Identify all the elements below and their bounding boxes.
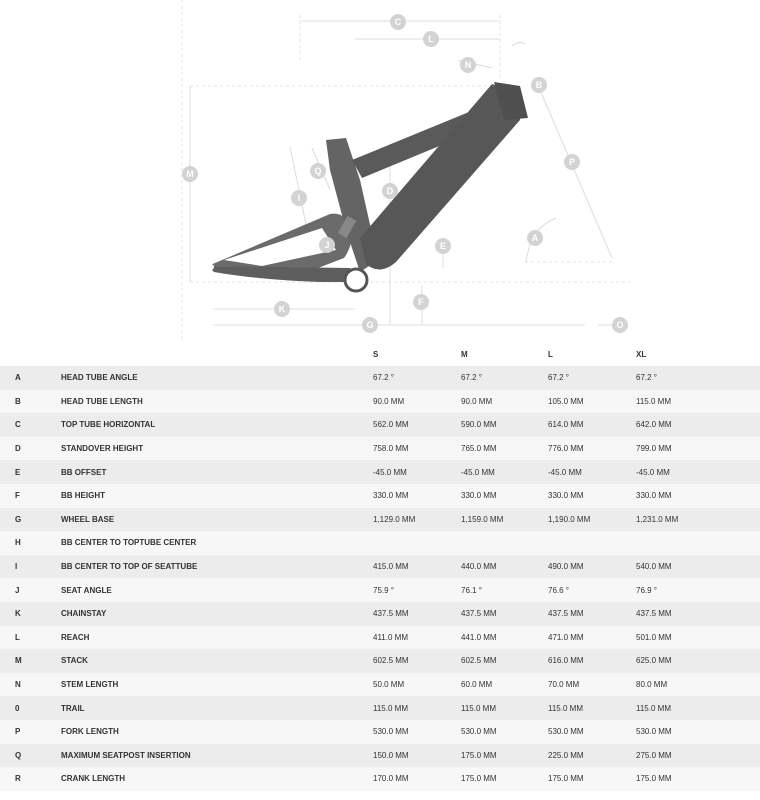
dimension-lines	[182, 0, 630, 345]
table-row	[0, 578, 760, 602]
svg-text:P: P	[568, 157, 576, 167]
table-row	[0, 460, 760, 484]
svg-text:G: G	[366, 320, 374, 330]
row-key: N	[15, 680, 21, 690]
row-key: M	[15, 656, 22, 666]
row-value-s	[373, 531, 461, 555]
row-label: SEAT ANGLE	[61, 585, 112, 595]
row-label: WHEEL BASE	[61, 514, 115, 524]
row-label: BB CENTER TO TOPTUBE CENTER	[61, 538, 197, 548]
row-value-xl: 530.0 MM	[636, 727, 672, 737]
table-row	[0, 720, 760, 744]
row-value-s: 602.5 MM	[373, 656, 409, 666]
table-header-row	[0, 342, 760, 366]
row-value-l	[548, 531, 636, 555]
row-label: BB HEIGHT	[61, 491, 105, 501]
row-value-l: 105.0 MM	[548, 396, 584, 406]
row-value-l: 437.5 MM	[548, 609, 584, 619]
row-value-l: 490.0 MM	[548, 562, 584, 572]
row-value-xl: 501.0 MM	[636, 632, 672, 642]
row-value-s: 530.0 MM	[373, 727, 409, 737]
row-value-xl: 67.2 °	[636, 373, 657, 383]
row-key: G	[15, 514, 22, 524]
row-value-m: -45.0 MM	[461, 467, 495, 477]
row-value-xl: 115.0 MM	[636, 396, 671, 406]
table-row	[0, 602, 760, 626]
label-a	[527, 230, 543, 246]
row-value-s: 562.0 MM	[373, 420, 409, 430]
row-value-xl: 115.0 MM	[636, 703, 671, 713]
row-label: STACK	[61, 656, 88, 666]
label-q	[310, 163, 326, 179]
label-l	[423, 31, 439, 47]
row-value-l: 616.0 MM	[548, 656, 584, 666]
table-row	[0, 508, 760, 532]
header-size-l: L	[548, 342, 636, 366]
header-key	[0, 342, 61, 366]
row-value-xl: -45.0 MM	[636, 467, 670, 477]
label-c	[390, 14, 406, 30]
svg-text:D: D	[386, 186, 394, 196]
row-key: L	[15, 632, 20, 642]
row-value-l: 76.6 °	[548, 585, 569, 595]
row-label: BB CENTER TO TOP OF SEATTUBE	[61, 562, 198, 572]
label-m	[182, 166, 198, 182]
row-label: HEAD TUBE ANGLE	[61, 373, 138, 383]
svg-text:I: I	[297, 193, 301, 203]
row-value-s: 50.0 MM	[373, 680, 405, 690]
table-row	[0, 390, 760, 414]
svg-text:K: K	[278, 304, 286, 314]
row-value-xl	[636, 531, 760, 555]
label-g	[362, 317, 378, 333]
label-b	[531, 77, 547, 93]
svg-text:A: A	[531, 233, 539, 243]
row-key: H	[15, 538, 21, 548]
row-label: STEM LENGTH	[61, 680, 119, 690]
row-value-s: 67.2 °	[373, 373, 394, 383]
row-value-m	[461, 531, 548, 555]
row-value-s: 75.9 °	[373, 585, 394, 595]
svg-text:F: F	[418, 297, 424, 307]
row-key: F	[15, 491, 20, 501]
row-key: B	[15, 396, 21, 406]
row-label: CRANK LENGTH	[61, 774, 125, 784]
row-value-xl: 80.0 MM	[636, 680, 668, 690]
row-value-m: 76.1 °	[461, 585, 482, 595]
row-value-xl: 275.0 MM	[636, 750, 672, 760]
label-p	[564, 154, 580, 170]
row-value-s: 415.0 MM	[373, 562, 409, 572]
row-value-m: 440.0 MM	[461, 562, 497, 572]
frame-geometry-diagram	[0, 0, 760, 345]
table-row	[0, 366, 760, 390]
row-value-m: 530.0 MM	[461, 727, 497, 737]
row-value-xl: 642.0 MM	[636, 420, 672, 430]
label-k	[274, 301, 290, 317]
row-value-xl: 330.0 MM	[636, 491, 672, 501]
row-value-m: 90.0 MM	[461, 396, 493, 406]
table-row	[0, 413, 760, 437]
table-row	[0, 531, 760, 555]
row-value-l: 530.0 MM	[548, 727, 584, 737]
row-value-m: 1,159.0 MM	[461, 514, 504, 524]
row-value-l: 175.0 MM	[548, 774, 584, 784]
row-label: HEAD TUBE LENGTH	[61, 396, 143, 406]
row-value-s: 411.0 MM	[373, 632, 408, 642]
svg-text:C: C	[394, 17, 402, 27]
row-value-s: -45.0 MM	[373, 467, 407, 477]
dimension-labels	[182, 14, 628, 333]
label-e	[435, 238, 451, 254]
row-value-l: 70.0 MM	[548, 680, 580, 690]
row-value-s: 170.0 MM	[373, 774, 409, 784]
label-n	[460, 57, 476, 73]
row-value-m: 67.2 °	[461, 373, 482, 383]
row-value-l: 67.2 °	[548, 373, 569, 383]
row-value-s: 437.5 MM	[373, 609, 409, 619]
geometry-table	[0, 342, 760, 791]
svg-text:B: B	[535, 80, 543, 90]
table-row	[0, 767, 760, 791]
row-key: E	[15, 467, 21, 477]
row-key: D	[15, 444, 21, 454]
row-key: 0	[15, 703, 20, 713]
row-value-m: 437.5 MM	[461, 609, 497, 619]
label-j	[319, 237, 335, 253]
row-value-m: 590.0 MM	[461, 420, 497, 430]
row-key: C	[15, 420, 21, 430]
svg-text:O: O	[616, 320, 624, 330]
row-label: CHAINSTAY	[61, 609, 107, 619]
table-row	[0, 696, 760, 720]
row-value-xl: 540.0 MM	[636, 562, 672, 572]
svg-text:M: M	[186, 169, 194, 179]
row-value-s: 1,129.0 MM	[373, 514, 416, 524]
row-value-m: 60.0 MM	[461, 680, 493, 690]
table-row	[0, 649, 760, 673]
label-d	[382, 183, 398, 199]
row-key: R	[15, 774, 21, 784]
row-label: TOP TUBE HORIZONTAL	[61, 420, 156, 430]
row-label: BB OFFSET	[61, 467, 107, 477]
row-value-xl: 799.0 MM	[636, 444, 672, 454]
row-value-xl: 175.0 MM	[636, 774, 672, 784]
label-i	[291, 190, 307, 206]
svg-text:Q: Q	[314, 166, 322, 176]
geometry-table-body	[0, 366, 760, 791]
table-row	[0, 484, 760, 508]
svg-text:L: L	[428, 34, 434, 44]
row-value-l: 1,190.0 MM	[548, 514, 591, 524]
row-label: MAXIMUM SEATPOST INSERTION	[61, 750, 191, 760]
label-o	[612, 317, 628, 333]
row-value-l: 225.0 MM	[548, 750, 584, 760]
row-value-xl: 625.0 MM	[636, 656, 672, 666]
table-row	[0, 744, 760, 768]
row-value-m: 115.0 MM	[461, 703, 496, 713]
table-row	[0, 626, 760, 650]
row-value-l: 115.0 MM	[548, 703, 583, 713]
row-value-m: 765.0 MM	[461, 444, 497, 454]
svg-text:J: J	[324, 240, 330, 250]
table-row	[0, 555, 760, 579]
row-key: A	[15, 373, 21, 383]
label-f	[413, 294, 429, 310]
row-value-m: 330.0 MM	[461, 491, 497, 501]
row-value-xl: 76.9 °	[636, 585, 657, 595]
row-value-s: 330.0 MM	[373, 491, 409, 501]
header-label	[61, 342, 373, 366]
row-value-l: 471.0 MM	[548, 632, 584, 642]
row-value-xl: 437.5 MM	[636, 609, 672, 619]
row-label: TRAIL	[61, 703, 85, 713]
bike-frame	[208, 82, 528, 291]
row-label: REACH	[61, 632, 90, 642]
table-row	[0, 437, 760, 461]
row-value-l: 330.0 MM	[548, 491, 584, 501]
row-key: Q	[15, 750, 22, 760]
row-value-xl: 1,231.0 MM	[636, 514, 679, 524]
row-value-l: 614.0 MM	[548, 420, 584, 430]
header-size-s: S	[373, 342, 461, 366]
row-value-s: 150.0 MM	[373, 750, 409, 760]
table-row	[0, 673, 760, 697]
row-label: FORK LENGTH	[61, 727, 119, 737]
header-size-xl: XL	[636, 342, 760, 366]
row-key: K	[15, 609, 21, 619]
row-value-l: -45.0 MM	[548, 467, 582, 477]
row-label: STANDOVER HEIGHT	[61, 444, 144, 454]
row-key: P	[15, 727, 21, 737]
row-value-m: 175.0 MM	[461, 774, 497, 784]
svg-text:N: N	[464, 60, 472, 70]
row-value-m: 441.0 MM	[461, 632, 497, 642]
row-value-m: 602.5 MM	[461, 656, 497, 666]
row-value-s: 115.0 MM	[373, 703, 408, 713]
row-value-s: 758.0 MM	[373, 444, 409, 454]
row-key: I	[15, 562, 18, 572]
row-key: J	[15, 585, 20, 595]
header-size-m: M	[461, 342, 548, 366]
svg-text:E: E	[439, 241, 447, 251]
row-value-m: 175.0 MM	[461, 750, 497, 760]
row-value-s: 90.0 MM	[373, 396, 405, 406]
row-value-l: 776.0 MM	[548, 444, 584, 454]
